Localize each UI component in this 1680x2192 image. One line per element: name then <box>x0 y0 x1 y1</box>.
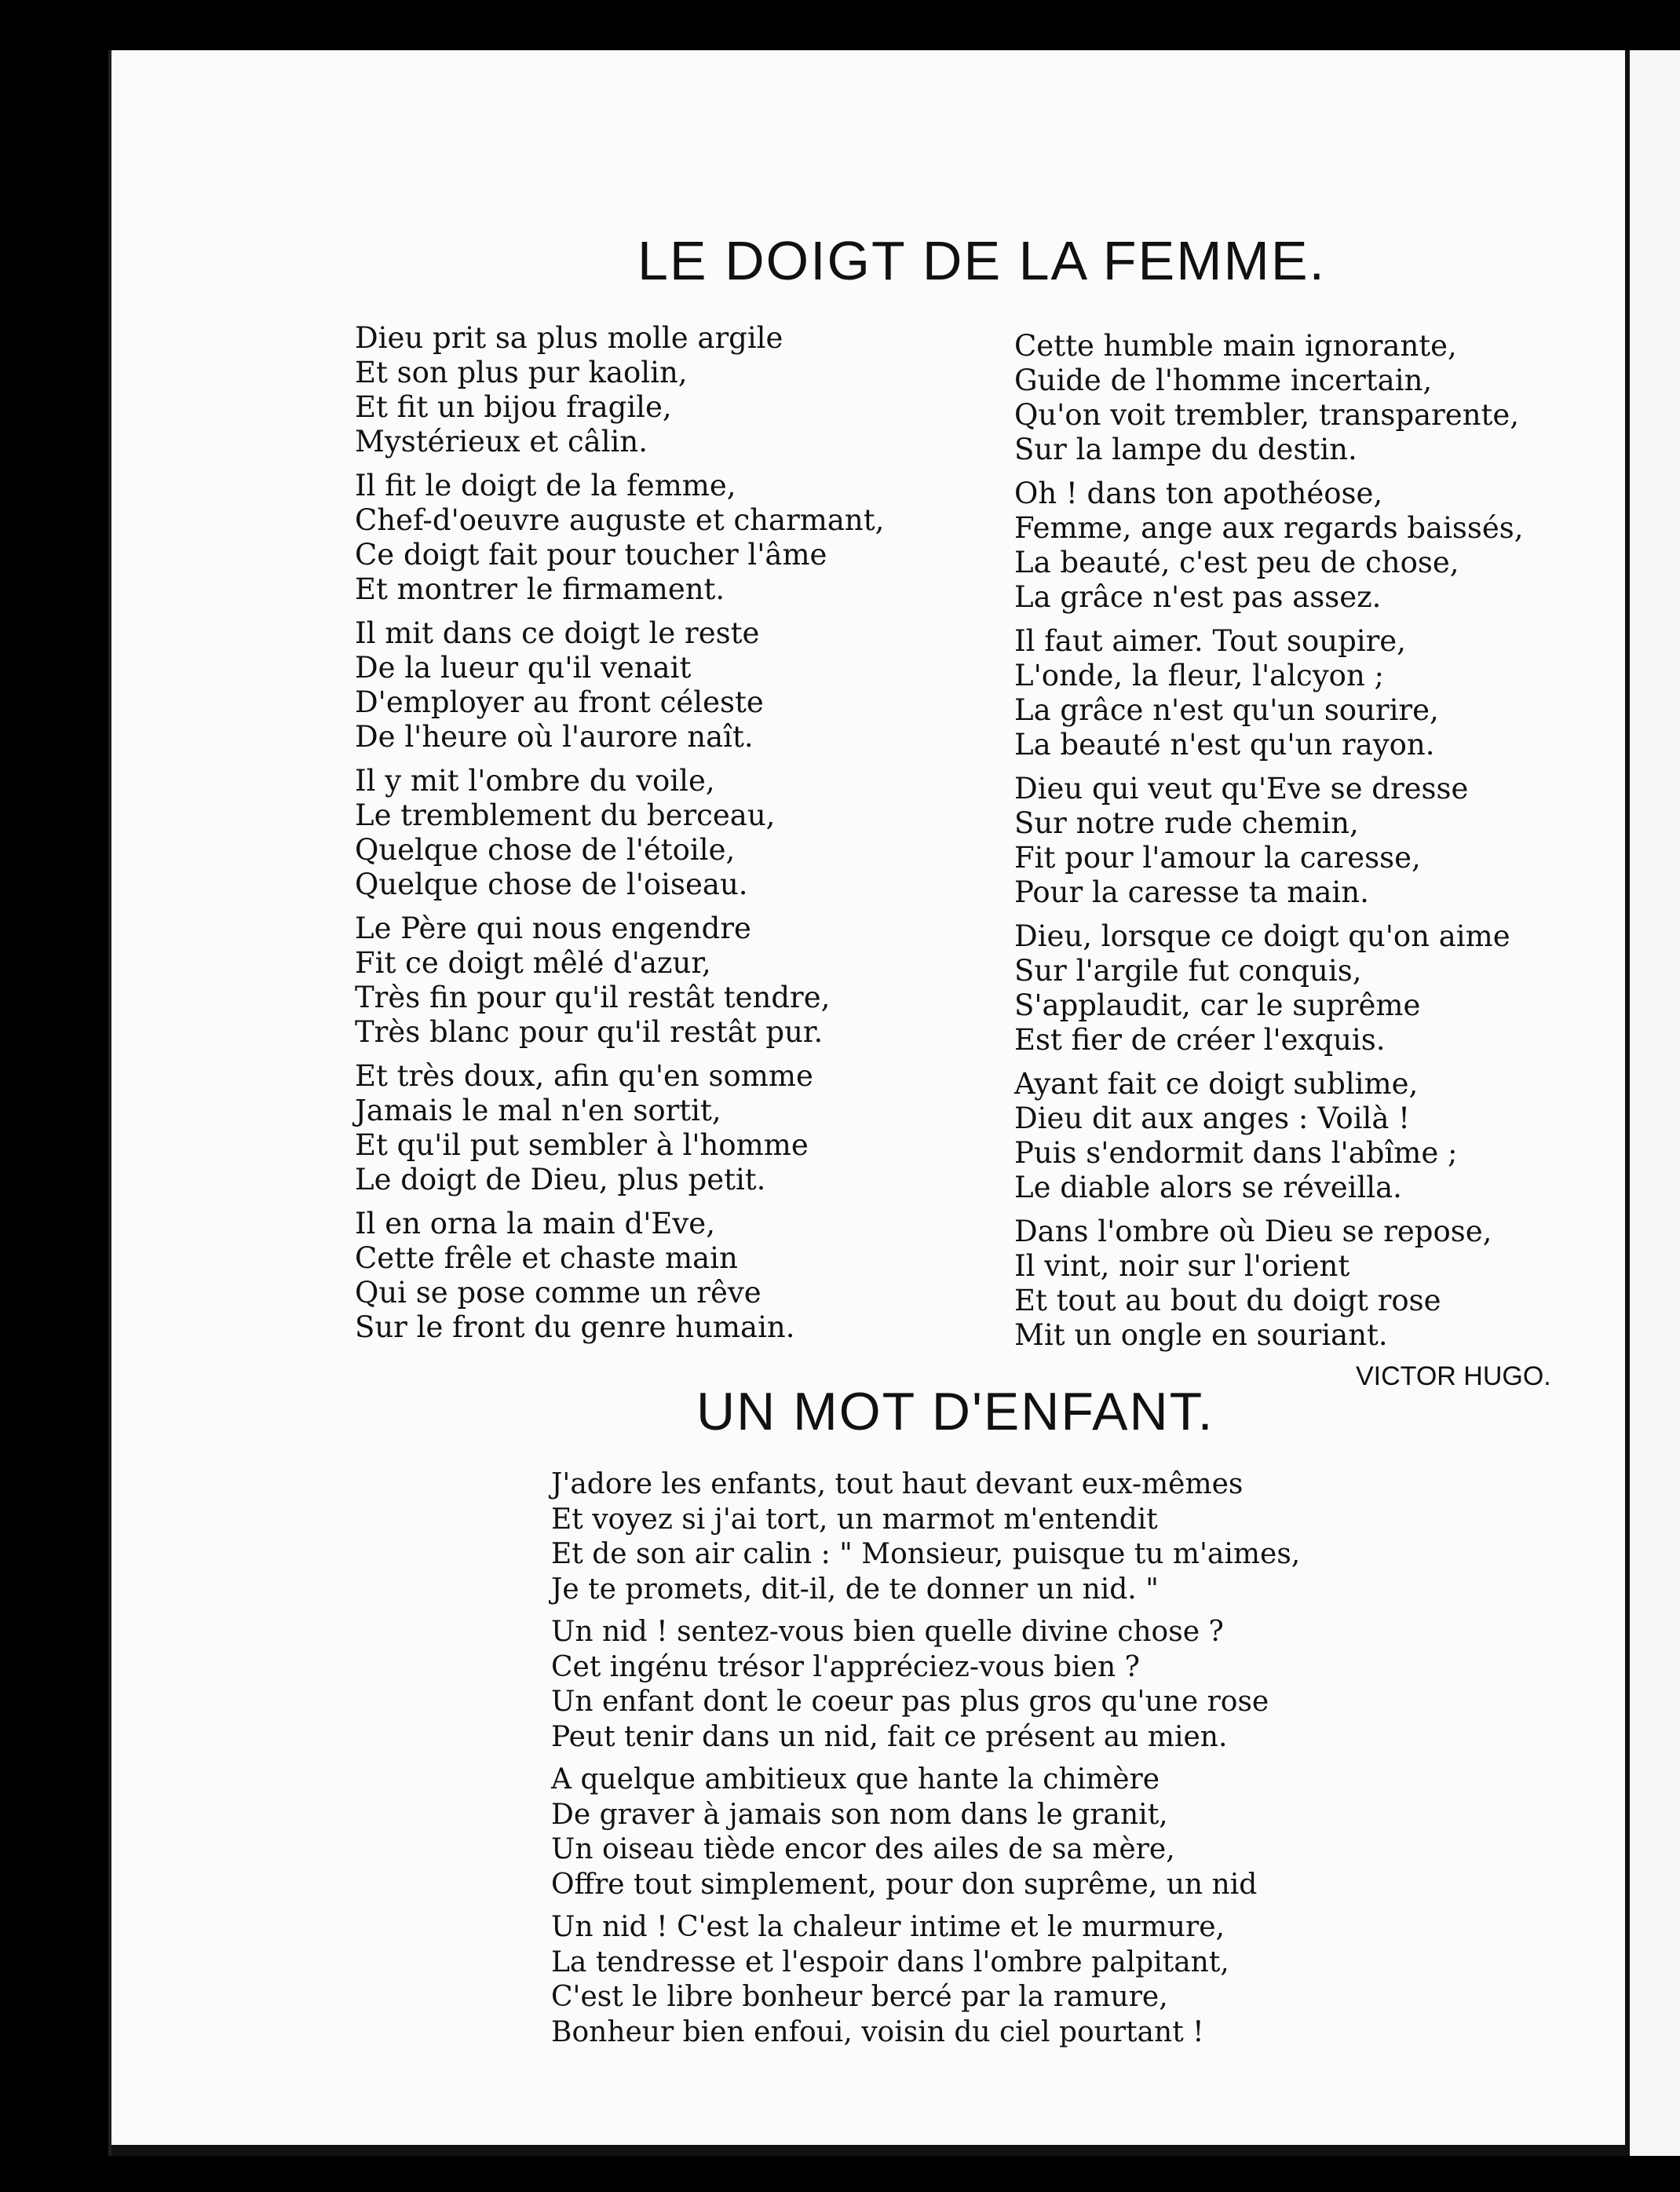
verse-line: Ce doigt fait pour toucher l'âme <box>355 538 827 572</box>
stanza <box>355 912 884 1050</box>
verse-line: Le Père qui nous engendre <box>355 912 751 945</box>
verse-line: Puis s'endormit dans l'abîme ; <box>1014 1136 1458 1170</box>
verse-line: Le diable alors se réveilla. <box>1014 1171 1402 1204</box>
verse-line: Mit un ongle en souriant. <box>1014 1318 1388 1352</box>
verse-line: Dieu dit aux anges : Voilà ! <box>1014 1101 1411 1135</box>
verse-line: Le doigt de Dieu, plus petit. <box>355 1163 766 1196</box>
verse-line: Jamais le mal n'en sortit, <box>355 1094 721 1127</box>
verse-line: Et son plus pur kaolin, <box>355 356 688 389</box>
verse-line: Il mit dans ce doigt le reste <box>355 616 760 650</box>
author-signature: VICTOR HUGO. <box>1356 1361 1551 1391</box>
verse-line: Ayant fait ce doigt sublime, <box>1014 1067 1419 1101</box>
verse-line: Cette frêle et chaste main <box>355 1241 738 1275</box>
verse-line: Cette humble main ignorante, <box>1014 329 1457 363</box>
verse-line: Sur le front du genre humain. <box>355 1310 795 1344</box>
verse-line: Dans l'ombre où Dieu se repose, <box>1014 1215 1492 1248</box>
verse-line: Et très doux, afin qu'en somme <box>355 1059 813 1093</box>
verse-line: Quelque chose de l'oiseau. <box>355 868 748 901</box>
verse-line: Bonheur bien enfoui, voisin du ciel pourtant ! <box>551 2015 1204 2048</box>
verse-line: Fit ce doigt mêlé d'azur, <box>355 946 711 980</box>
verse-line: Sur l'argile fut conquis, <box>1014 954 1362 988</box>
stanza <box>551 1615 1300 1755</box>
verse-line: Dieu qui veut qu'Eve se dresse <box>1014 772 1469 806</box>
stanza <box>355 1207 884 1345</box>
verse-line: Femme, ange aux regards baissés, <box>1014 511 1524 545</box>
verse-line: Et tout au bout du doigt rose <box>1014 1284 1441 1317</box>
verse-line: De graver à jamais son nom dans le granit, <box>551 1798 1168 1831</box>
verse-line: L'onde, la fleur, l'alcyon ; <box>1014 659 1385 692</box>
verse-line: Il faut aimer. Tout soupire, <box>1014 624 1406 658</box>
verse-line: S'applaudit, car le suprême <box>1014 988 1421 1022</box>
page-sheet <box>108 50 1628 2156</box>
stanza <box>1014 1215 1524 1353</box>
verse-line: Et de son air calin : " Monsieur, puisque tu m'aimes, <box>551 1538 1301 1570</box>
verse-line: Je te promets, dit-il, de te donner un nid. " <box>551 1573 1159 1606</box>
stanza <box>551 1910 1300 2050</box>
verse-line: A quelque ambitieux que hante la chimère <box>551 1763 1160 1796</box>
verse-line: Et qu'il put sembler à l'homme <box>355 1128 809 1162</box>
verse-line: Cet ingénu trésor l'appréciez-vous bien ? <box>551 1650 1140 1683</box>
stanza <box>1014 919 1524 1058</box>
verse-line: Très blanc pour qu'il restât pur. <box>355 1015 824 1049</box>
verse-line: Guide de l'homme incertain, <box>1014 364 1433 397</box>
verse-line: Il vint, noir sur l'orient <box>1014 1249 1350 1283</box>
verse-line: Un nid ! C'est la chaleur intime et le murmure, <box>551 1911 1225 1943</box>
verse-line: Et montrer le firmament. <box>355 572 725 606</box>
verse-line: Offre tout simplement, pour don suprême, un nid <box>551 1868 1258 1901</box>
verse-line: Et fit un bijou fragile, <box>355 390 672 424</box>
stanza <box>1014 624 1524 762</box>
verse-line: Il y mit l'ombre du voile, <box>355 764 715 798</box>
poem1-right-column <box>1014 329 1524 1362</box>
verse-line: Oh ! dans ton apothéose, <box>1014 477 1383 510</box>
verse-line: Le tremblement du berceau, <box>355 798 776 832</box>
verse-line: Un nid ! sentez-vous bien quelle divine chose ? <box>551 1616 1224 1648</box>
adjacent-page-edge <box>1625 50 1680 2156</box>
verse-line: Est fier de créer l'exquis. <box>1014 1023 1386 1057</box>
verse-line: La beauté n'est qu'un rayon. <box>1014 728 1435 762</box>
verse-line: Sur la lampe du destin. <box>1014 433 1357 466</box>
poem-title-le-doigt-de-la-femme: LE DOIGT DE LA FEMME. <box>637 230 1327 291</box>
verse-line: Un oiseau tiède encor des ailes de sa mère, <box>551 1833 1175 1865</box>
verse-line: D'employer au front céleste <box>355 685 764 719</box>
stanza <box>1014 1067 1524 1205</box>
verse-line: Quelque chose de l'étoile, <box>355 833 736 867</box>
stanza <box>355 469 884 607</box>
verse-line: La tendresse et l'espoir dans l'ombre palpitant, <box>551 1945 1229 1978</box>
stanza <box>551 1467 1300 1607</box>
verse-line: Mystérieux et câlin. <box>355 425 648 458</box>
verse-line: Dieu, lorsque ce doigt qu'on aime <box>1014 919 1510 953</box>
stanza <box>355 616 884 754</box>
verse-line: Et voyez si j'ai tort, un marmot m'entendit <box>551 1503 1158 1536</box>
verse-line: Très fin pour qu'il restât tendre, <box>355 981 831 1014</box>
verse-line: Un enfant dont le coeur pas plus gros qu'une rose <box>551 1686 1269 1718</box>
verse-line: Pour la caresse ta main. <box>1014 875 1369 909</box>
verse-line: Il fit le doigt de la femme, <box>355 469 736 502</box>
verse-line: La grâce n'est qu'un sourire, <box>1014 693 1439 727</box>
verse-line: Sur notre rude chemin, <box>1014 806 1359 840</box>
stanza <box>551 1763 1300 1902</box>
verse-line: De l'heure où l'aurore naît. <box>355 720 754 754</box>
verse-line: C'est le libre bonheur bercé par la ramure, <box>551 1981 1168 2013</box>
verse-line: J'adore les enfants, tout haut devant eux-mêmes <box>551 1468 1244 1500</box>
verse-line: Qui se pose comme un rêve <box>355 1276 761 1310</box>
stanza <box>355 1059 884 1197</box>
stanza <box>355 764 884 902</box>
verse-line: Qu'on voit trembler, transparente, <box>1014 398 1520 432</box>
verse-line: Peut tenir dans un nid, fait ce présent au mien. <box>551 1720 1228 1753</box>
verse-line: La beauté, c'est peu de chose, <box>1014 546 1459 579</box>
verse-line: Chef-d'oeuvre auguste et charmant, <box>355 503 885 537</box>
stanza <box>1014 329 1524 467</box>
poem1-left-column <box>355 321 884 1354</box>
stanza <box>355 321 884 459</box>
verse-line: De la lueur qu'il venait <box>355 651 692 685</box>
verse-line: Fit pour l'amour la caresse, <box>1014 841 1421 875</box>
verse-line: La grâce n'est pas assez. <box>1014 580 1382 614</box>
stanza <box>1014 772 1524 910</box>
verse-line: Il en orna la main d'Eve, <box>355 1207 715 1240</box>
poem2-body <box>551 1467 1300 2058</box>
stanza <box>1014 477 1524 615</box>
verse-line: Dieu prit sa plus molle argile <box>355 321 783 355</box>
poem-title-un-mot-denfant: UN MOT D'ENFANT. <box>696 1382 1214 1441</box>
